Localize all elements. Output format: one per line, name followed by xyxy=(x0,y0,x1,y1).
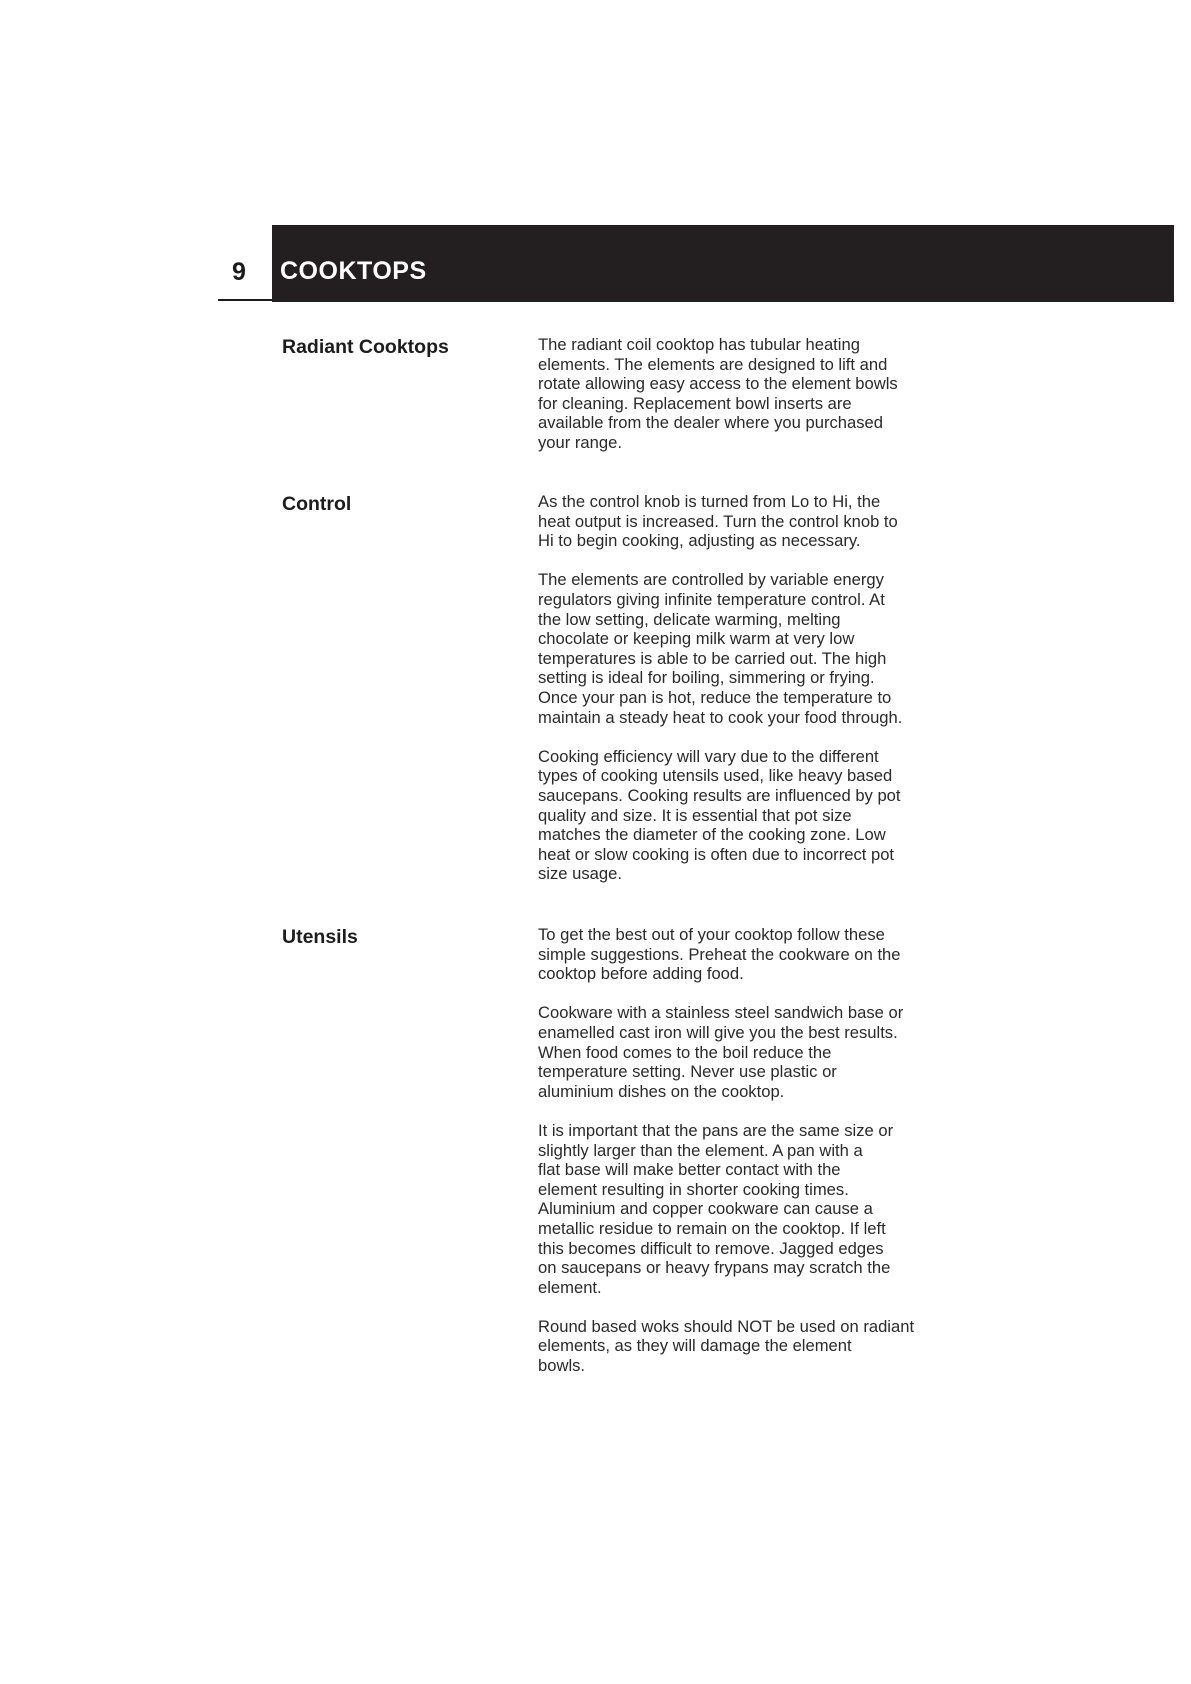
section-body xyxy=(538,492,958,903)
section-body xyxy=(538,335,958,472)
section-heading: Radiant Cooktops xyxy=(282,336,449,358)
section-heading: Control xyxy=(282,493,352,515)
chapter-header-bar xyxy=(272,225,1174,302)
paragraph: As the control knob is turned from Lo to Hi, the heat output is increased. Turn the control knob to Hi to begin cooking, adjusting as necessary. xyxy=(538,492,898,551)
paragraph: Round based woks should NOT be used on radiant elements, as they will damage the element bowls. xyxy=(538,1316,915,1376)
chapter-title: COOKTOPS xyxy=(280,257,427,285)
section-body xyxy=(538,925,958,1395)
section-heading: Utensils xyxy=(282,926,358,948)
paragraph: Cooking efficiency will vary due to the different types of cooking utensils used, like heavy based saucepans. Cooking results are influenced by pot quality and size. It is essential that pot size matches the diameter of the cooking zone. Low heat or slow cooking is often due to incorrect pot size usage. xyxy=(538,746,901,884)
paragraph: To get the best out of your cooktop follow these simple suggestions. Preheat the cookware on the cooktop before adding food. xyxy=(538,925,901,984)
page-number: 9 xyxy=(232,258,246,286)
paragraph: Cookware with a stainless steel sandwich base or enamelled cast iron will give you the best results. When food comes to the boil reduce the temperature setting. Never use plastic or aluminium dishes on the cooktop. xyxy=(538,1003,904,1101)
header-rule xyxy=(218,299,274,301)
paragraph: It is important that the pans are the same size or slightly larger than the element. A pan with a flat base will make better contact with the element resulting in shorter cooking times. Aluminium and copper cookware can cause a metallic residue to remain on the cooktop. If left this becomes difficult to remove. Jagged edges on saucepans or heavy frypans may scratch the element. xyxy=(538,1120,894,1297)
paragraph: The radiant coil cooktop has tubular heating elements. The elements are designed to lift and rotate allowing easy access to the element bowls for cleaning. Replacement bowl inserts are available from the dealer where you purchased your range. xyxy=(538,335,898,452)
paragraph: The elements are controlled by variable energy regulators giving infinite temperature control. At the low setting, delicate warming, melting chocolate or keeping milk warm at very low temperatures is able to be carried out. The high setting is ideal for boiling, simmering or frying. Once your pan is hot, reduce the temperature to maintain a steady heat to cook your food through. xyxy=(538,570,903,727)
